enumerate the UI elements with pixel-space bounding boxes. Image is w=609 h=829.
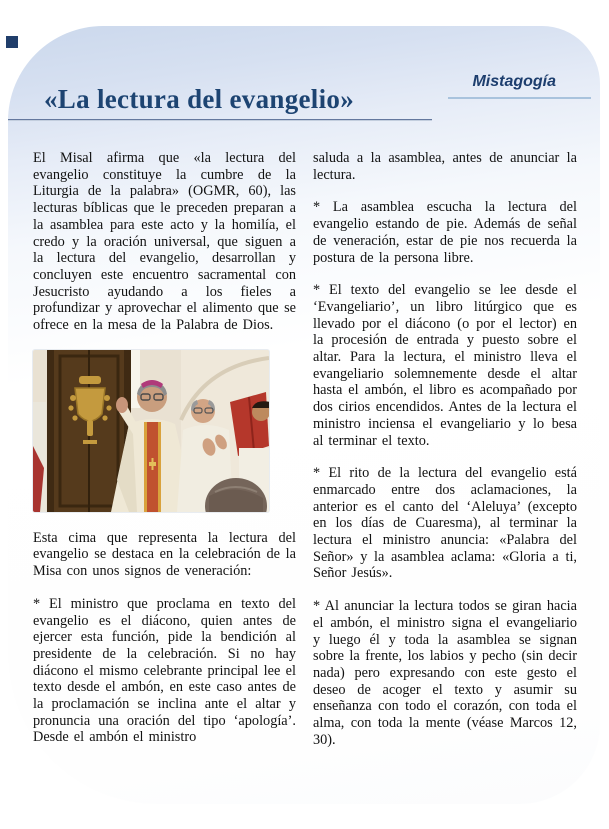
paragraph: saluda a la asamblea, antes de anunciar la lectura. <box>313 150 577 183</box>
corner-mark <box>6 36 18 48</box>
section-tag: Mistagogía <box>472 73 556 90</box>
paragraph: * El rito de la lectura del evangelio está enmarcado entre dos aclamaciones, la anterior es el canto del ‘Aleluya’ (excepto en los días de Cuaresma), al terminar la lectura el ministro anuncia: «Palabra del Señor» y la asamblea aclama: «Gloria a ti, Señor Jesús». <box>313 465 577 582</box>
title-rule <box>8 119 432 121</box>
paragraph: * El ministro que proclama en texto del evangelio es el diácono, quien antes de ejercer esta función, pide la bendición al presidente de la celebración. Si no hay diácono el mismo celebrante principal lee el texto desde el ambón, en este caso antes de la proclamación se inclina ante el altar y pronuncia una oración del tipo ‘apología’. Desde el ambón el ministro <box>33 595 296 746</box>
right-column <box>313 150 577 765</box>
paragraph: * Al anunciar la lectura todos se giran hacia el ambón, el ministro signa el evangeliario y luego él y toda la asamblea se signan sobre la frente, los labios y pecho (sin decir nada) pero expresando con este gesto el deseo de acoger el texto y asumir su enseñanza con todo el corazón, con toda el alma, con toda la mente (véase Marcos 12, 30). <box>313 598 577 748</box>
paragraph: * El texto del evangelio se lee desde el ‘Evangeliario’, un libro litúrgico que es llevado por el diácono (o por el lector) en la procesión de entrada y puesto sobre el altar. Para la lectura, el ministro lleva el evangeliario solemnemente desde el altar hasta el ambón, el libro es acompañado por dos cirios encendidos. Antes de la lectura el ministro inciensa el evangeliario y lo besa al terminar el texto. <box>313 282 577 449</box>
paragraph: El Misal afirma que «la lectura del evangelio constituye la cumbre de la Liturgia de la palabra» (OGMR, 60), las lecturas bíblicas que le preceden preparan a la asamblea para este acto y la homilía, el credo y la oración universal, que siguen a la lectura del evangelio, desarrollan y concluyen este encuentro sacramental con Jesucristo ayudando a los fieles a profundizar y aprovechar el alimento que se ofrece en la mesa de la Palabra de Dios. <box>33 150 296 334</box>
paragraph: * La asamblea escucha la lectura del evangelio estando de pie. Además de señal de veneración, estar de pie nos recuerda la postura de la persona libre. <box>313 199 577 266</box>
paragraph: Esta cima que representa la lectura del evangelio se destaca en la celebración de la Misa con unos signos de veneración: <box>33 529 296 580</box>
bishop-gospel-procession-photo <box>33 350 269 512</box>
page-title: «La lectura del evangelio» <box>44 84 355 114</box>
left-column <box>33 150 296 762</box>
